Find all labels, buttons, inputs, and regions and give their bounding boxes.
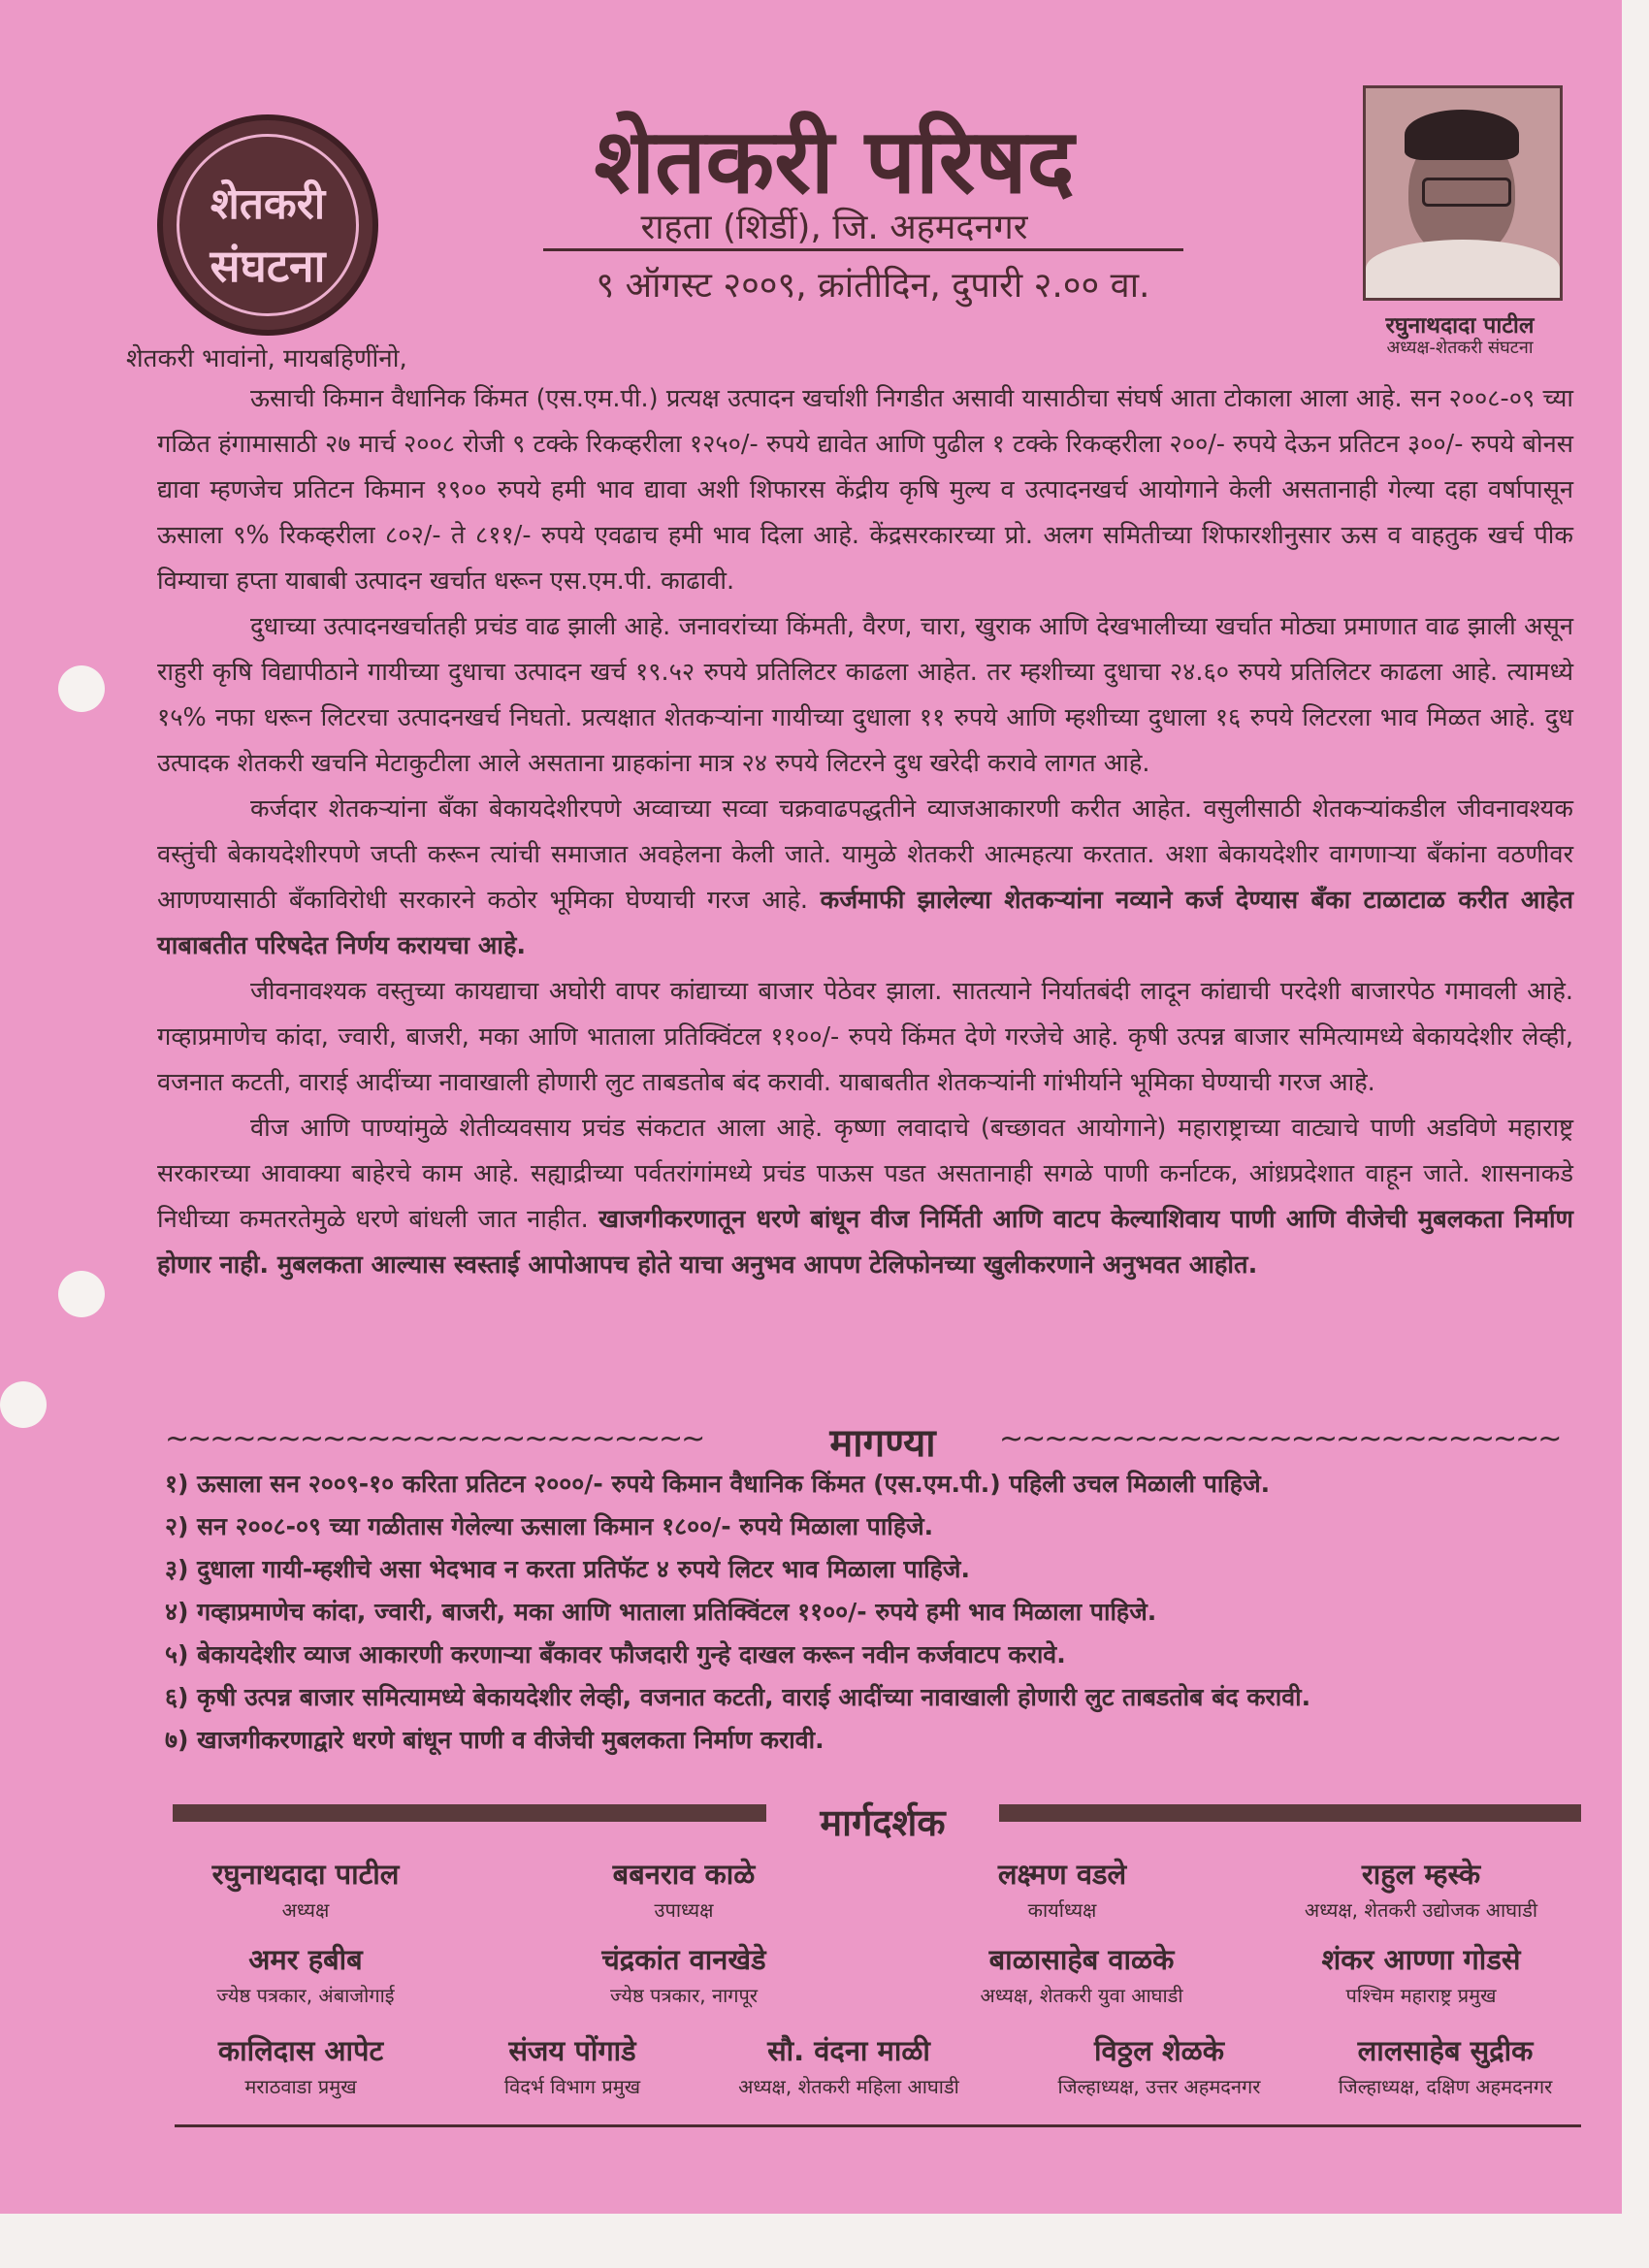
paragraph-text: कर्जदार शेतकऱ्यांना बँका बेकायदेशीरपणे अव्वाच्या सव्वा चक्रवाढपद्धतीने व्याजआकारणी करीत आहेत. वसुलीसाठी शेतकऱ्यांकडील जीवनावश्यक वस्तुंची बेकायदेशीरपणे जप्ती करून त्यांची समाजात अवहेलना केली जाते. यामुळे शेतकरी आत्महत्या करतात. अशा बेकायदेशीर वागणाऱ्या बँकांना वठणीवर आणण्यासाठी बँकाविरोधी सरकारने कठोर भूमिका घेण्याची गरज आहे. (157, 794, 1573, 915)
guide-name: विठ्ठल शेळके (1094, 2034, 1224, 2067)
guide-role: पश्चिम महाराष्ट्र प्रमुख (1345, 1984, 1497, 2007)
guide-person (543, 1855, 824, 1923)
demands-title: मागण्या (829, 1421, 936, 1466)
photo-caption-name: रघुनाथदादा पाटील (1385, 313, 1535, 339)
guide-role: अध्यक्ष (281, 1898, 330, 1922)
guide-person (703, 2031, 994, 2099)
guide-person (165, 1940, 446, 2008)
guide-person (1305, 2031, 1586, 2099)
paragraph-emphasis: कर्जमाफी झालेल्या शेतकऱ्यांना नव्याने कर्ज देण्यास बँका टाळाटाळ करीत आहेत याबाबतीत परिषदेत निर्णय करायचा आहे. (157, 886, 1573, 960)
venue-subtitle: राहता (शिर्डी), जि. अहमदनगर (640, 208, 1028, 247)
guide-person (175, 2031, 427, 2099)
organization-logo (157, 114, 378, 336)
guide-name: रघुनाथदादा पाटील (211, 1858, 400, 1891)
guide-role: ज्येष्ठ पत्रकार, अंबाजोगाई (216, 1984, 395, 2007)
guides-band-left (173, 1804, 766, 1822)
guide-name: राहुल म्हस्के (1361, 1858, 1481, 1891)
demand-item: ७) खाजगीकरणाद्वारे धरणे बांधून पाणी व वीजेची मुबलकता निर्माण करावी. (165, 1726, 824, 1754)
guide-person (165, 1855, 446, 1923)
guides-title: मार्गदर्शक (820, 1801, 946, 1844)
logo-text-line1: शेतकरी (210, 179, 326, 229)
punch-hole (0, 1381, 47, 1428)
leader-photo (1363, 85, 1563, 301)
paragraph-emphasis: खाजगीकरणातून धरणे बांधून वीज निर्मिती आणि वाटप केल्याशिवाय पाणी आणि वीजेची मुबलकता निर्माण होणार नाही. मुबलकता आल्यास स्वस्ताई आपोआपच होते याचा अनुभव आपण टेलिफोनच्या खुलीकरणाने अनुभवत आहोत. (157, 1205, 1573, 1280)
paragraph-milk (157, 604, 1573, 787)
punch-hole (58, 1271, 105, 1317)
header-divider (543, 248, 1183, 251)
guide-person (1261, 1855, 1581, 1923)
guide-role: जिल्हाध्यक्ष, उत्तर अहमदनगर (1057, 2075, 1261, 2098)
paragraph-onion (157, 969, 1573, 1106)
demand-item: ६) कृषी उत्पन्न बाजार समित्यामध्ये बेकायदेशीर लेव्ही, वजनात कटती, वाराई आदींच्या नावाखाली होणारी लुट ताबडतोब बंद करावी. (165, 1683, 1311, 1711)
guide-person (1261, 1940, 1581, 2008)
photo-shirt (1366, 240, 1560, 298)
guide-role: विदर्भ विभाग प्रमुख (503, 2075, 641, 2098)
guide-role: जिल्हाध्यक्ष, दक्षिण अहमदनगर (1338, 2075, 1553, 2098)
guide-name: कालिदास आपेट (217, 2034, 384, 2067)
demand-item: ४) गव्हाप्रमाणेच कांदा, ज्वारी, बाजरी, मका आणि भाताला प्रतिक्विंटल ११००/- रुपये हमी भाव मिळाला पाहिजे. (165, 1598, 1157, 1626)
paragraph-water-power (157, 1106, 1573, 1288)
guide-name: लालसाहेब सुद्रीक (1357, 2034, 1534, 2067)
photo-glasses (1422, 178, 1511, 207)
guide-role: ज्येष्ठ पत्रकार, नागपूर (609, 1984, 759, 2007)
page-title: शेतकरी परिषद (594, 110, 1075, 213)
demand-item: ५) बेकायदेशीर व्याज आकारणी करणाऱ्या बँकावर फौजदारी गुन्हे दाखल करून नवीन कर्जवाटप करावे. (165, 1640, 1066, 1669)
demand-item: २) सन २००८-०९ च्या गळीतास गेलेल्या ऊसाला किमान १८००/- रुपये मिळाला पाहिजे. (165, 1512, 934, 1540)
demand-item: १) ऊसाला सन २००९-१० करिता प्रतिटन २०००/- रुपये किमान वैधानिक किंमत (एस.एम.पी.) पहिली उचल मिळाली पाहिजे. (165, 1470, 1271, 1498)
guide-name: बाळासाहेब वाळके (988, 1943, 1175, 1976)
guide-person (1023, 2031, 1295, 2099)
guides-band-right (999, 1804, 1581, 1822)
paragraph-sugarcane (157, 376, 1573, 604)
photo-hair (1405, 110, 1519, 160)
guide-name: चंद्रकांत वानखेडे (601, 1943, 766, 1976)
paragraph-text: दुधाच्या उत्पादनखर्चातही प्रचंड वाढ झाली आहे. जनावरांच्या किंमती, वैरण, चारा, खुराक आणि देखभालीच्या खर्चात मोठ्या प्रमाणात वाढ झाली असून राहुरी कृषि विद्यापीठाने गायीच्या दुधाचा उत्पादन खर्च १९.५२ रुपये प्रतिलिटर काढला आहेत. तर म्हशीच्या दुधाचा २४.६० रुपये प्रतिलिटर काढला आहे. त्यामध्ये १५% नफा धरून लिटरचा उत्पादनखर्च निघतो. प्रत्यक्षात शेतकऱ्यांना गायीच्या दुधाला ११ रुपये आणि म्हशीच्या दुधाला १६ रुपये लिटरला भाव मिळत आहे. दुध उत्पादक शेतकरी खचनि मेटाकुटीला आले असताना ग्राहकांना मात्र २४ रुपये लिटरने दुध खरेदी करावे लागत आहे. (157, 612, 1573, 778)
guide-name: अमर हबीब (248, 1943, 363, 1976)
paragraph-text: वीज आणि पाण्यांमुळे शेतीव्यवसाय प्रचंड संकटात आला आहे. कृष्णा लवादाचे (बच्छावत आयोगाने) महाराष्ट्राच्या वाट्याचे पाणी अडविणे महाराष्ट्र सरकारच्या आवाक्या बाहेरचे काम आहे. सह्याद्रीच्या पर्वतरांगांमध्ये प्रचंड पाऊस पडत असतानाही सगळे पाणी कर्नाटक, आंध्रप्रदेशात वाहून जाते. शासनाकडे निधीच्या कमतरतेमुळे धरणे बांधली जात नाहीत. (157, 1114, 1573, 1234)
guide-name: सौ. वंदना माळी (767, 2034, 930, 2067)
guide-name: बबनराव काळे (612, 1858, 756, 1891)
guide-name: शंकर आण्णा गोडसे (1321, 1943, 1521, 1976)
guide-role: अध्यक्ष, शेतकरी महिला आघाडी (738, 2075, 959, 2098)
photo-caption-role: अध्यक्ष-शेतकरी संघटना (1386, 338, 1534, 358)
punch-hole (58, 665, 105, 712)
guide-person (543, 1940, 824, 2008)
wave-line-left: ~~~~~~~~~~~~~~~~~~~~~~~~ (165, 1422, 704, 1456)
paragraph-text: ऊसाची किमान वैधानिक किंमत (एस.एम.पी.) प्रत्यक्ष उत्पादन खर्चाशी निगडीत असावी यासाठीचा संघर्ष आता टोकाला आला आहे. सन २००८-०९ च्या गळित हंगामासाठी २७ मार्च २००८ रोजी ९ टक्के रिकव्हरीला १२५०/- रुपये द्यावेत आणि पुढील १ टक्के रिकव्हरीला २००/- रुपये देऊन प्रतिटन ३००/- रुपये बोनस द्यावा म्हणजेच प्रतिटन किमान १९०० रुपये हमी भाव द्यावा अशी शिफारस केंद्रीय कृषि मुल्य व उत्पादनखर्च आयोगाने केली असतानाही गेल्या दहा वर्षापासून ऊसाला ९% रिकव्हरीला ८०२/- ते ८११/- रुपये एवढाच हमी भाव दिला आहे. केंद्रसरकारच्या प्रो. अलग समितीच्या शिफारशीनुसार ऊस व वाहतुक खर्च पीक विम्याचा हप्ता याबाबी उत्पादन खर्चात धरून एस.एम.पी. काढावी. (157, 384, 1573, 596)
demands-list (165, 1463, 1581, 1762)
logo-text-line2: संघटना (210, 240, 326, 292)
guide-role: मराठवाडा प्रमुख (244, 2075, 357, 2098)
guide-person (922, 1855, 1203, 1923)
footer-divider (175, 2124, 1581, 2127)
guide-name: संजय पोंगाडे (508, 2034, 636, 2067)
guide-role: अध्यक्ष, शेतकरी युवा आघाडी (980, 1984, 1183, 2007)
paragraph-text: जीवनावश्यक वस्तुच्या कायद्याचा अघोरी वापर कांद्याच्या बाजार पेठेवर झाला. सातत्याने निर्यातबंदी लादून कांद्याची परदेशी बाजारपेठ गमावली आहे. गव्हाप्रमाणेच कांदा, ज्वारी, बाजरी, मका आणि भाताला प्रतिक्विंटल ११००/- रुपये किंमत देणे गरजेचे आहे. कृषी उत्पन्न बाजार समित्यामध्ये बेकायदेशीर लेव्ही, वजनात कटती, वाराई आदींच्या नावाखाली होणारी लुट ताबडतोब बंद करावी. याबाबतीत शेतकऱ्यांनी गांभीर्याने भूमिका घेण्याची गरज आहे. (157, 977, 1573, 1097)
guide-person (922, 1940, 1242, 2008)
wave-line-right: ~~~~~~~~~~~~~~~~~~~~~~~~~ (999, 1422, 1561, 1456)
guide-role: उपाध्यक्ष (654, 1898, 714, 1922)
guide-role: कार्याध्यक्ष (1027, 1898, 1097, 1922)
paragraph-loans (157, 787, 1573, 969)
demand-item: ३) दुधाला गायी-म्हशीचे असा भेदभाव न करता प्रतिफॅट ४ रुपये लिटर भाव मिळाला पाहिजे. (165, 1555, 970, 1583)
guide-name: लक्ष्मण वडले (997, 1858, 1127, 1891)
body-text (157, 376, 1573, 1288)
guide-role: अध्यक्ष, शेतकरी उद्योजक आघाडी (1304, 1898, 1538, 1922)
event-dateline: ९ ऑगस्ट २००९, क्रांतीदिन, दुपारी २.०० वा. (596, 266, 1150, 306)
greeting: शेतकरी भावांनो, मायबहिणींनो, (126, 344, 407, 373)
guide-person (446, 2031, 698, 2099)
